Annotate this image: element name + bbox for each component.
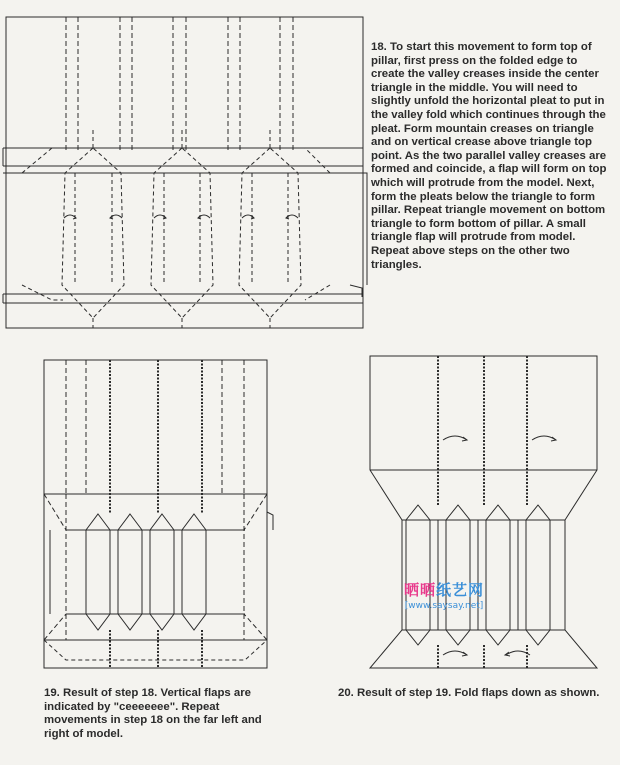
step20-pillars [403, 505, 550, 645]
site-watermark [389, 579, 499, 611]
step18-valley-creases [66, 17, 293, 150]
step19-caption: 19. Result of step 18. Vertical flaps are indicated by "ceeeeeee". Repeat movements in step 18 on the far left and right of model. [44, 687, 262, 740]
step18-pleat-bands [3, 148, 367, 303]
step19-creases [44, 360, 267, 640]
watermark-title-pink: 晒晒 [403, 581, 436, 599]
watermark-url: [www.saysay.net] [404, 601, 484, 611]
step19-top-panel [44, 360, 267, 494]
watermark-title-blue: 纸艺网 [436, 581, 485, 599]
step18-pillars [22, 130, 330, 328]
watermark-title [389, 579, 499, 600]
step18-diagram [3, 17, 367, 328]
step18-instructions: 18. To start this movement to form top of pillar, first press on the folded edge to create the valley creases inside the center triangle in the middle. You will need to slightly unfold the horizontal pleat to put in the valley fold which continues through the pleat. Form mountain creases on triangle and on vertical crease above triangle top point. As the two parallel valley creases are formed and coincide, a flap will form on top which will protrude from the model. Next, form the pleats below the triangle to form pillar. Repeat triangle movement on bottom triangle to form bottom of pillar. A small triangle flap will protrude from model. Repeat above steps on the other two triangles. [371, 41, 607, 271]
step20-diagram [370, 356, 597, 668]
step19-diagram [44, 360, 273, 668]
step18-arrows [64, 215, 298, 219]
step20-arrows [443, 436, 556, 656]
step20-vertical-flaps [438, 356, 527, 668]
step20-caption: 20. Result of step 19. Fold flaps down as shown. [338, 687, 600, 699]
